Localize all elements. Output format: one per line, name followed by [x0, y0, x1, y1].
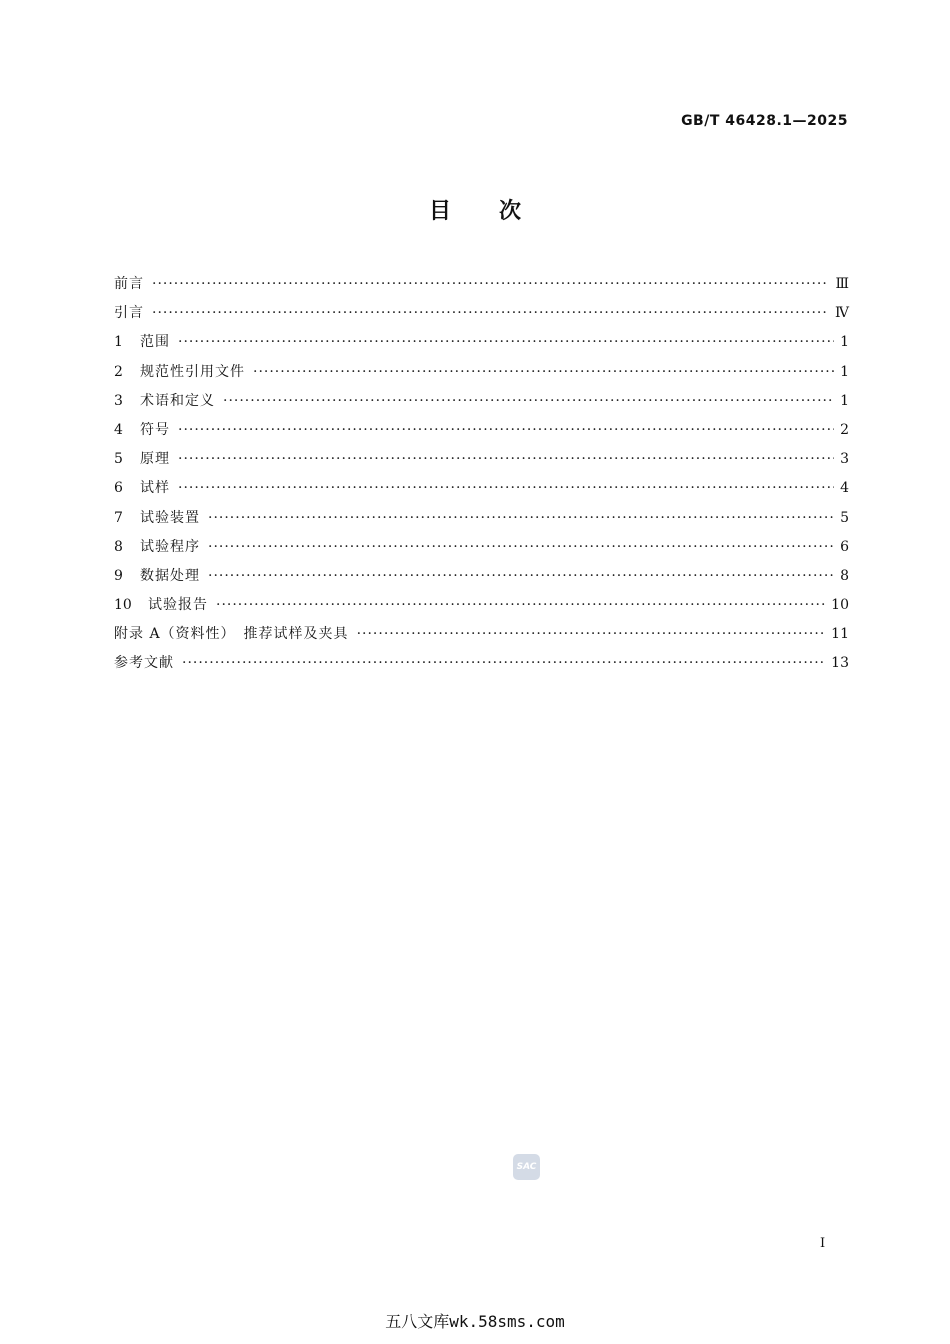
- toc-entry[interactable]: [114, 387, 849, 416]
- toc-page-number: 2: [840, 421, 849, 438]
- toc-label: 术语和定义: [140, 392, 215, 409]
- toc-section-number: 7: [114, 509, 123, 526]
- toc-entry[interactable]: [114, 299, 849, 328]
- document-number: GB/T 46428.1—2025: [681, 113, 848, 129]
- toc-label: 试验程序: [140, 538, 200, 555]
- sac-logo: [513, 1154, 540, 1180]
- toc-section-number: 3: [114, 392, 123, 409]
- toc-label: 前言: [114, 276, 144, 292]
- toc-leader-dots: [178, 474, 834, 503]
- toc-leader-dots: [178, 416, 834, 445]
- toc-entry[interactable]: [114, 474, 849, 503]
- toc-leader-dots: [208, 562, 834, 591]
- toc-page-number: 4: [840, 480, 849, 497]
- toc-label: 试样: [140, 480, 170, 497]
- toc-entry[interactable]: [114, 562, 849, 591]
- toc-entry[interactable]: [114, 358, 849, 387]
- sac-logo-text: SAC: [516, 1162, 537, 1172]
- toc-page-number: 1: [840, 334, 849, 351]
- toc-page-number: 11: [831, 626, 849, 643]
- page-number: I: [820, 1236, 826, 1251]
- toc-label: 范围: [140, 334, 170, 351]
- toc-leader-dots: [223, 387, 834, 416]
- toc-entry[interactable]: [114, 445, 849, 474]
- toc-entry[interactable]: [114, 649, 849, 678]
- toc-label: 原理: [140, 451, 170, 468]
- toc-entry[interactable]: [114, 591, 849, 620]
- toc-leader-dots: [253, 358, 834, 387]
- toc-label: 引言: [114, 305, 144, 322]
- toc-page-number: 10: [831, 597, 849, 614]
- toc-leader-dots: [216, 591, 825, 620]
- toc-leader-dots: [357, 620, 826, 649]
- toc-page-number: 13: [831, 655, 849, 672]
- toc-page-number: Ⅲ: [835, 276, 849, 292]
- toc-section-number: 9: [114, 567, 123, 584]
- toc-leader-dots: [182, 649, 825, 678]
- toc-section-number: 8: [114, 538, 123, 555]
- toc-leader-dots: [178, 445, 834, 474]
- toc-page-number: 1: [840, 392, 849, 409]
- toc-label: 附录 A（资料性） 推荐试样及夹具: [114, 626, 349, 643]
- toc-entry[interactable]: [114, 620, 849, 649]
- watermark: 五八文库wk.58sms.com: [385, 1312, 565, 1331]
- toc-section-number: 10: [114, 597, 132, 614]
- toc-section-number: 1: [114, 334, 123, 351]
- toc-page-number: 1: [840, 363, 849, 380]
- table-of-contents: [114, 270, 849, 679]
- toc-label: 符号: [140, 421, 170, 438]
- toc-page-number: 6: [840, 538, 849, 555]
- toc-entry[interactable]: [114, 270, 849, 299]
- toc-section-number: 5: [114, 451, 123, 468]
- toc-entry[interactable]: [114, 533, 849, 562]
- toc-page-number: 5: [840, 509, 849, 526]
- toc-section-number: 6: [114, 480, 123, 497]
- toc-leader-dots: [178, 328, 834, 357]
- toc-label: 规范性引用文件: [140, 363, 245, 380]
- toc-label: 数据处理: [140, 567, 200, 584]
- toc-page-number: 3: [840, 451, 849, 468]
- toc-leader-dots: [152, 299, 829, 328]
- toc-page-number: Ⅳ: [835, 305, 849, 322]
- toc-label: 试验报告: [148, 597, 208, 614]
- page-title: 目次: [428, 199, 569, 224]
- toc-entry[interactable]: [114, 416, 849, 445]
- toc-leader-dots: [208, 533, 834, 562]
- toc-section-number: 4: [114, 421, 123, 438]
- toc-section-number: 2: [114, 363, 123, 380]
- toc-entry[interactable]: [114, 328, 849, 357]
- toc-leader-dots: [208, 504, 834, 533]
- toc-entry[interactable]: [114, 504, 849, 533]
- toc-leader-dots: [152, 270, 829, 299]
- toc-label: 试验装置: [140, 509, 200, 526]
- toc-label: 参考文献: [114, 655, 174, 672]
- toc-page-number: 8: [840, 567, 849, 584]
